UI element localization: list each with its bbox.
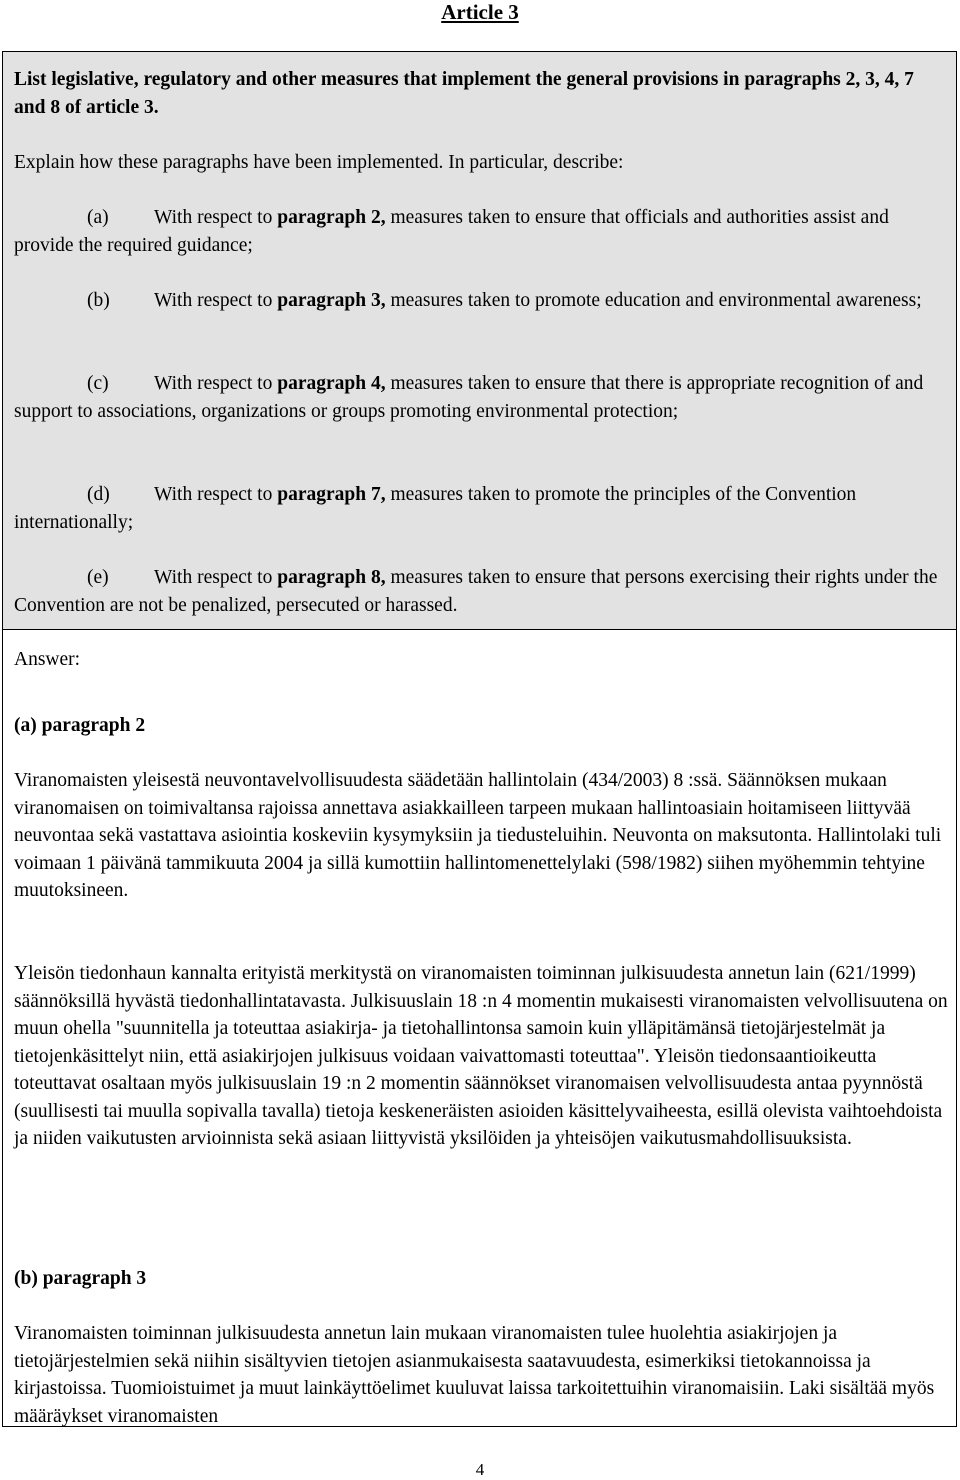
item-paragraph-ref: paragraph 2, (277, 207, 386, 228)
item-pre: With respect to (154, 373, 278, 394)
question-item-e (14, 564, 949, 619)
page-number: 4 (475, 1460, 485, 1479)
question-intro: Explain how these paragraphs have been implemented. In particular, describe: (14, 152, 624, 173)
item-label: (e) (87, 567, 109, 588)
item-description: measures taken to ensure that officials and authorities assist and provide the required guidance; (14, 207, 889, 256)
item-pre: With respect to (154, 567, 278, 588)
question-item-d (14, 481, 949, 536)
item-description: measures taken to promote education and environmental awareness; (385, 290, 922, 311)
item-label: (c) (87, 373, 109, 394)
article-title: Article 3 (441, 0, 519, 24)
item-label: (d) (87, 484, 110, 505)
item-description: measures taken to ensure that there is appropriate recognition of and support to associations, organizations or groups promoting environmental protection; (14, 373, 924, 422)
item-description: measures taken to ensure that persons exercising their rights under the Convention are not be penalized, persecuted or harassed. (14, 567, 938, 616)
question-item-a (14, 204, 949, 259)
section-b-heading: (b) paragraph 3 (14, 1268, 147, 1289)
answer-label: Answer: (14, 649, 81, 670)
question-item-c (14, 370, 949, 425)
question-heading: List legislative, regulatory and other measures that implement the general provisions in paragraphs 2, 3, 4, 7 and 8 of article 3. (14, 69, 914, 118)
item-description: measures taken to promote the principles of the Convention internationally; (14, 484, 857, 533)
item-pre: With respect to (154, 207, 278, 228)
item-paragraph-ref: paragraph 3, (277, 290, 386, 311)
item-label: (a) (87, 207, 109, 228)
question-answer-frame (2, 51, 957, 1427)
section-a-heading: (a) paragraph 2 (14, 715, 146, 736)
question-item-b (14, 287, 949, 315)
item-pre: With respect to (154, 484, 278, 505)
section-b-paragraph-1: Viranomaisten toiminnan julkisuudesta annetun lain mukaan viranomaisten tulee huolehtia asiakirjojen ja tietojärjestelmien sekä niihin sisältyvien tietojen asianmukaisesta saatavuudesta, esimerkiksi tietokannoissa ja kirjastoissa. Tuomioistuimet ja muut lainkäyttöelimet kuuluvat laissa tarkoitettuihin viranomaisiin. Laki sisältää myös määräykset viranomaisten (14, 1323, 935, 1427)
item-paragraph-ref: paragraph 7, (277, 484, 386, 505)
question-box (3, 52, 956, 630)
item-pre: With respect to (154, 290, 278, 311)
section-a-paragraph-2: Yleisön tiedonhaun kannalta erityistä merkitystä on viranomaisten toiminnan julkisuudesta annetun lain (621/1999) säännöksillä hyvästä tiedonhallintatavasta. Julkisuuslain 18 :n 4 momentin mukaisesti viranomaisten velvollisuutena on muun ohella "suunnitella ja toteuttaa asiakirja- ja tietohallintonsa samoin kuin ylläpitämänsä tietojärjestelmät ja tietojenkäsittelyt niin, että asiakirjojen julkisuus voidaan vaivattomasti toteuttaa". Yleisön tiedonsaantioikeutta toteuttavat osaltaan myös julkisuuslain 19 :n 2 momentin säännökset viranomaisen velvollisuudesta antaa pyynnöstä (suullisesti tai muulla sopivalla tavalla) tietoja keskeneräisten asioiden käsittelyvaiheesta, esillä olevista vaihtoehdoista ja niiden vaikutusten arvioinnista sekä asiaan liittyvistä yksilöiden ja yhteisöjen vaikutusmahdollisuuksista. (14, 963, 948, 1149)
item-paragraph-ref: paragraph 8, (277, 567, 386, 588)
item-label: (b) (87, 290, 110, 311)
item-paragraph-ref: paragraph 4, (277, 373, 386, 394)
section-a-paragraph-1: Viranomaisten yleisestä neuvontavelvollisuudesta säädetään hallintolain (434/2003) 8 :ssä. Säännöksen mukaan viranomaisen on toimivaltansa rajoissa annettava asiakkailleen tarpeen mukaan hallintoasiain hoitamiseen liittyvää neuvontaa sekä vastattava asiointia koskeviin kysymyksiin ja tiedusteluihin. Neuvonta on maksutonta. Hallintolaki tuli voimaan 1 päivänä tammikuuta 2004 ja sillä kumottiin hallintomenettelylaki (598/1982) siihen myöhemmin tehtyine muutoksineen. (14, 770, 942, 901)
